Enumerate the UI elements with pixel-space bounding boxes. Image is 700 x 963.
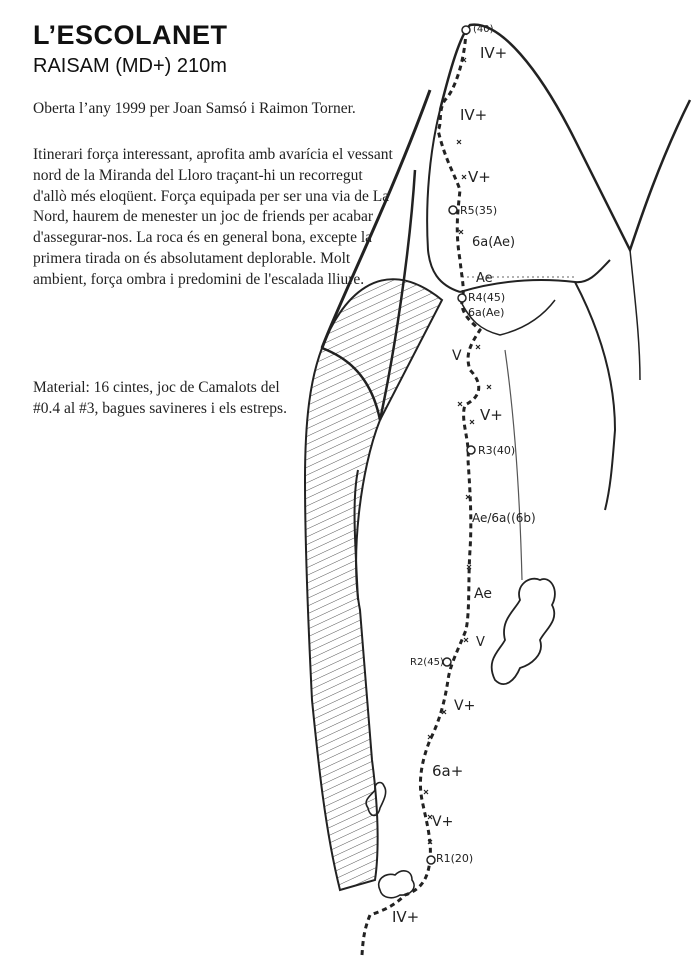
grade-6-label: 6a(Ae)	[468, 306, 505, 319]
bush-right	[492, 579, 555, 684]
top-label: (40)	[473, 24, 494, 35]
grade-15-label: IV+	[392, 908, 420, 926]
grade-5-label: Ae	[476, 271, 493, 286]
right-face	[630, 250, 640, 380]
route-description: Itinerari força interessant, aprofita amb avarícia el vessant nord de la Miranda del Lloro traçant-hi un recorregut d'allò més eloqüent. Força equipada per ser una via de La Nord, haurem de menester un joc de friends per acabar d'assegurar-nos. La roca és en general bona, excepte la primera tirada on és absolutament deplorable. Molt ambient, força ombra i predomini de l'escalada lliure.	[33, 146, 393, 288]
route-title: L’ESCOLANET	[33, 20, 228, 50]
lower-buttress	[575, 282, 615, 510]
route-subtitle: RAISAM (MD+) 210m	[33, 55, 227, 77]
dome-left-edge	[427, 110, 460, 292]
grade-7-label: V	[452, 348, 462, 364]
grade-13-label: 6a+	[432, 762, 464, 780]
grade-10-label: Ae	[474, 586, 492, 602]
belay-5-label: R5(35)	[460, 204, 498, 217]
belay-1-label: R1(20)	[436, 852, 474, 865]
route-material: Material: 16 cintes, joc de Camalots del #0.4 al #3, bagues savineres i els estreps.	[33, 379, 287, 417]
route-opened-text: Oberta l’any 1999 per Joan Samsó i Raimon Torner.	[33, 100, 356, 117]
grade-9-label: Ae/6a((6b)	[472, 511, 536, 525]
grade-3-label: V+	[468, 168, 491, 186]
belay-2-label: R2(45)	[410, 657, 444, 668]
grade-4-label: 6a(Ae)	[472, 235, 516, 250]
gully-line	[505, 350, 522, 580]
grade-8-label: V+	[480, 406, 503, 424]
grade-1-label: IV+	[480, 44, 508, 62]
belay-3-label: R3(40)	[478, 444, 516, 457]
belay-4-label: R4(45)	[468, 291, 506, 304]
route-line	[362, 30, 480, 955]
grade-12-label: V+	[454, 698, 476, 714]
grade-11-label: V	[476, 635, 485, 650]
grade-14-label: V+	[432, 814, 454, 830]
grade-2-label: IV+	[460, 106, 488, 124]
